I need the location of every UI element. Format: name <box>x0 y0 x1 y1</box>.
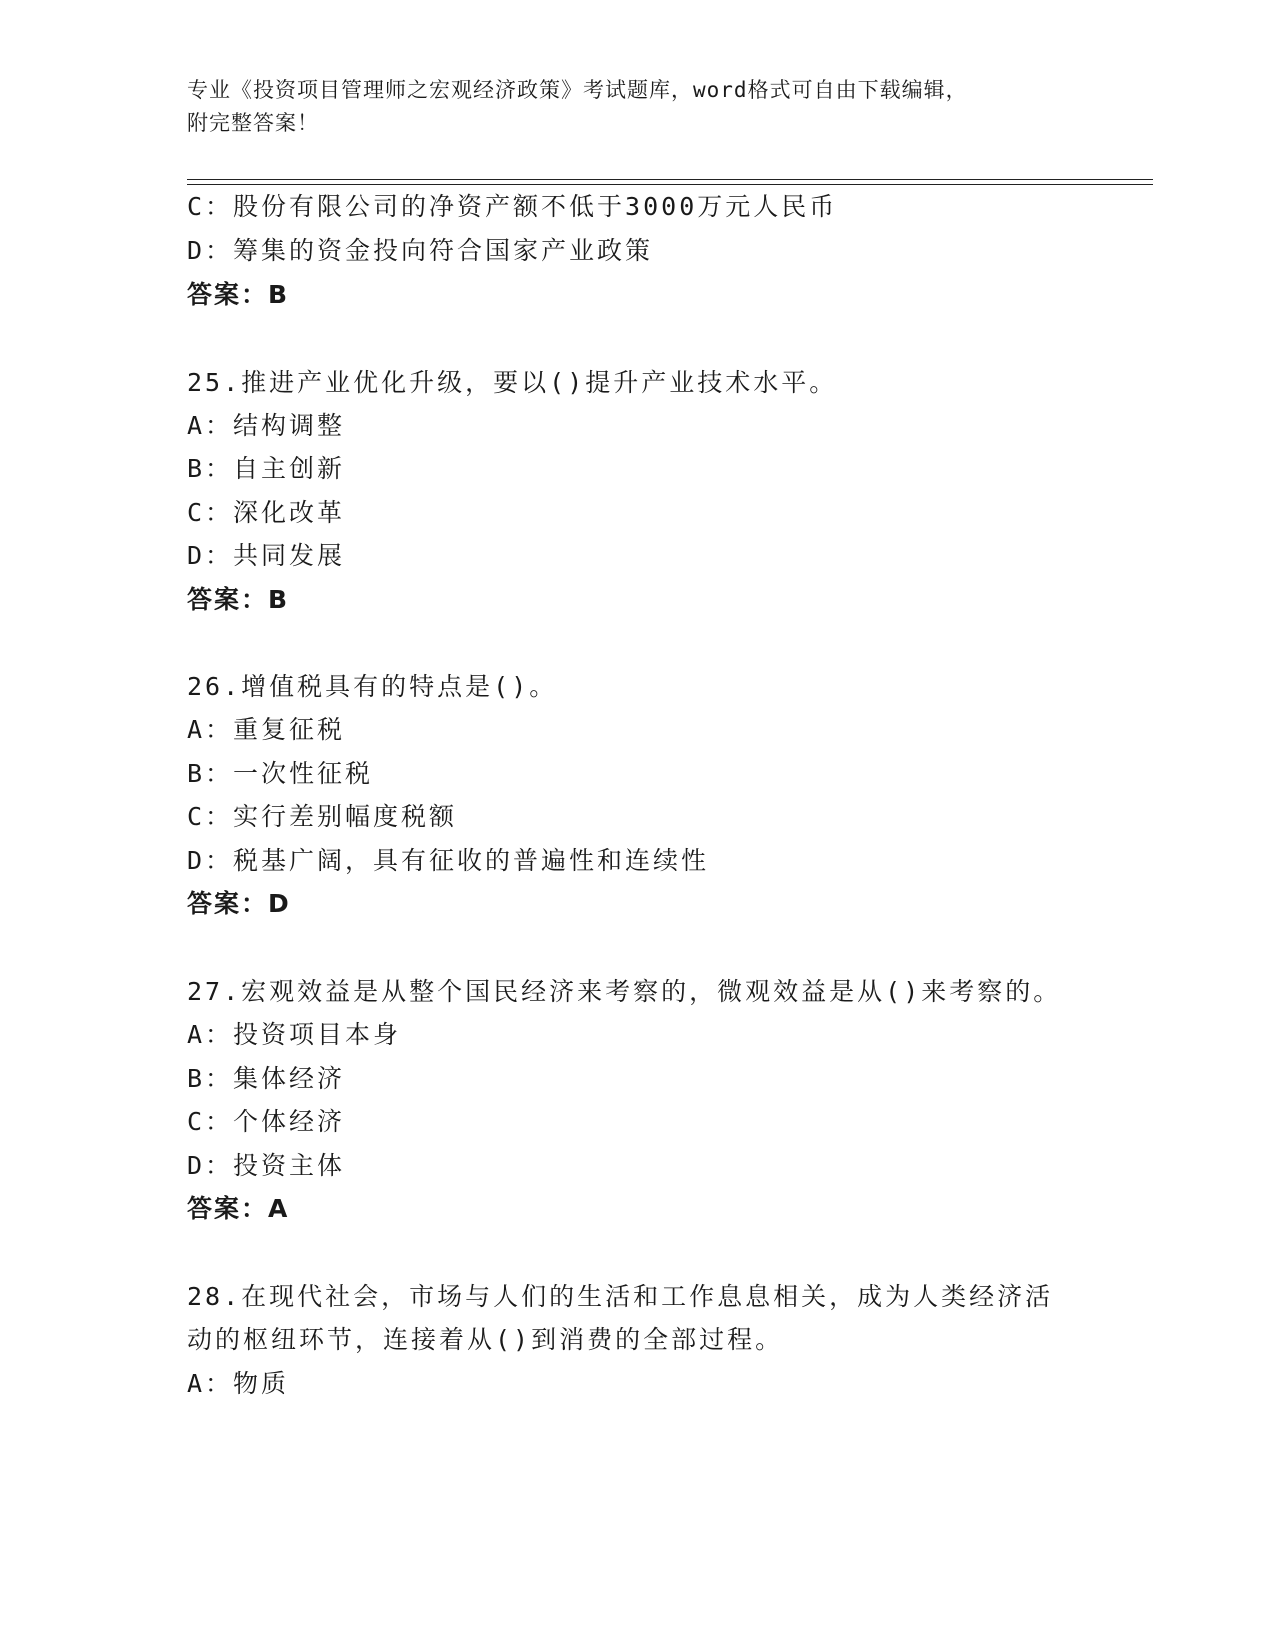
q26-stem: 26.增值税具有的特点是()。 <box>187 672 558 701</box>
q26-option-d: D：税基广阔，具有征收的普遍性和连续性 <box>187 846 710 875</box>
header-divider-bottom <box>187 184 1153 185</box>
prev-option-d: D：筹集的资金投向符合国家产业政策 <box>187 236 654 265</box>
prev-answer: 答案：B <box>187 280 290 309</box>
header-line-2: 附完整答案！ <box>187 111 319 135</box>
prev-option-c: C：股份有限公司的净资产额不低于3000万元人民币 <box>187 192 838 221</box>
q25-option-a: A：结构调整 <box>187 411 346 440</box>
q25-stem: 25.推进产业优化升级，要以()提升产业技术水平。 <box>187 368 838 397</box>
q27-option-a: A：投资项目本身 <box>187 1020 402 1049</box>
q27-option-c: C：个体经济 <box>187 1107 346 1136</box>
q25-answer: 答案：B <box>187 585 290 614</box>
q26-option-a: A：重复征税 <box>187 715 346 744</box>
q27-answer: 答案：A <box>187 1194 290 1223</box>
document-header <box>187 74 1087 140</box>
header-divider-top <box>187 179 1153 180</box>
q25-option-d: D：共同发展 <box>187 541 346 570</box>
q27-option-b: B：集体经济 <box>187 1064 346 1093</box>
header-line-1: 专业《投资项目管理师之宏观经济政策》考试题库，word格式可自由下载编辑， <box>187 78 968 102</box>
q28-stem-line-1: 28.在现代社会，市场与人们的生活和工作息息相关，成为人类经济活 <box>187 1282 1054 1311</box>
q26-option-c: C：实行差别幅度税额 <box>187 802 458 831</box>
q27-stem: 27.宏观效益是从整个国民经济来考察的，微观效益是从()来考察的。 <box>187 977 1062 1006</box>
q25-option-c: C：深化改革 <box>187 498 346 527</box>
q26-answer: 答案：D <box>187 889 291 918</box>
q28-option-a: A：物质 <box>187 1369 290 1398</box>
q26-option-b: B：一次性征税 <box>187 759 374 788</box>
q25-option-b: B：自主创新 <box>187 454 346 483</box>
q27-option-d: D：投资主体 <box>187 1151 346 1180</box>
q28-stem-line-2: 动的枢纽环节，连接着从()到消费的全部过程。 <box>187 1325 784 1354</box>
